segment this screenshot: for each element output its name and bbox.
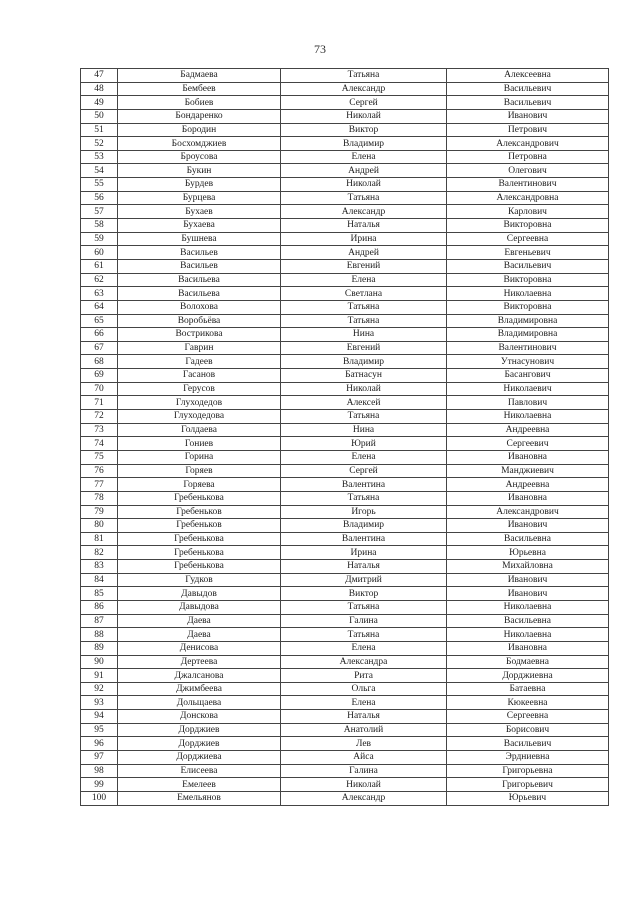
patronymic-cell: Васильевич [447, 82, 609, 96]
table-row [81, 764, 609, 778]
last-name-cell: Бухаева [118, 219, 281, 233]
last-name-cell: Воробьёва [118, 314, 281, 328]
row-number-cell: 72 [81, 410, 118, 424]
last-name-cell: Голдаева [118, 423, 281, 437]
last-name-cell: Денисова [118, 641, 281, 655]
row-number-cell: 81 [81, 532, 118, 546]
first-name-cell: Николай [281, 778, 447, 792]
row-number-cell: 92 [81, 682, 118, 696]
table-row [81, 751, 609, 765]
patronymic-cell: Иванович [447, 587, 609, 601]
row-number-cell: 49 [81, 96, 118, 110]
table-row [81, 505, 609, 519]
first-name-cell: Владимир [281, 137, 447, 151]
last-name-cell: Васильев [118, 259, 281, 273]
patronymic-cell: Иванович [447, 573, 609, 587]
last-name-cell: Гадеев [118, 355, 281, 369]
patronymic-cell: Васильевич [447, 737, 609, 751]
patronymic-cell: Александрович [447, 137, 609, 151]
row-number-cell: 77 [81, 478, 118, 492]
last-name-cell: Бондаренко [118, 109, 281, 123]
first-name-cell: Андрей [281, 164, 447, 178]
first-name-cell: Татьяна [281, 600, 447, 614]
table-row [81, 137, 609, 151]
table-row [81, 82, 609, 96]
first-name-cell: Наталья [281, 219, 447, 233]
table-row [81, 450, 609, 464]
first-name-cell: Александр [281, 82, 447, 96]
table-row [81, 178, 609, 192]
table-row [81, 287, 609, 301]
last-name-cell: Васильева [118, 273, 281, 287]
last-name-cell: Гребеньков [118, 505, 281, 519]
patronymic-cell: Иванович [447, 109, 609, 123]
first-name-cell: Елена [281, 450, 447, 464]
last-name-cell: Даева [118, 628, 281, 642]
first-name-cell: Николай [281, 178, 447, 192]
last-name-cell: Гребенькова [118, 546, 281, 560]
table-row [81, 560, 609, 574]
first-name-cell: Ирина [281, 546, 447, 560]
table-row [81, 532, 609, 546]
patronymic-cell: Николаевна [447, 287, 609, 301]
last-name-cell: Броусова [118, 150, 281, 164]
last-name-cell: Бурдев [118, 178, 281, 192]
patronymic-cell: Юрьевна [447, 546, 609, 560]
row-number-cell: 65 [81, 314, 118, 328]
row-number-cell: 93 [81, 696, 118, 710]
last-name-cell: Гребенькова [118, 491, 281, 505]
table-row [81, 69, 609, 83]
last-name-cell: Горина [118, 450, 281, 464]
patronymic-cell: Николаевич [447, 382, 609, 396]
table-row [81, 614, 609, 628]
last-name-cell: Бушнева [118, 232, 281, 246]
row-number-cell: 74 [81, 437, 118, 451]
patronymic-cell: Ивановна [447, 491, 609, 505]
last-name-cell: Васильев [118, 246, 281, 260]
table-row [81, 478, 609, 492]
patronymic-cell: Николаевна [447, 628, 609, 642]
first-name-cell: Андрей [281, 246, 447, 260]
table-row [81, 219, 609, 233]
roster-table-body [81, 69, 609, 806]
patronymic-cell: Васильевич [447, 259, 609, 273]
last-name-cell: Донскова [118, 710, 281, 724]
row-number-cell: 88 [81, 628, 118, 642]
patronymic-cell: Викторовна [447, 300, 609, 314]
patronymic-cell: Карлович [447, 205, 609, 219]
last-name-cell: Гребенькова [118, 532, 281, 546]
row-number-cell: 97 [81, 751, 118, 765]
row-number-cell: 83 [81, 560, 118, 574]
last-name-cell: Гребенькова [118, 560, 281, 574]
row-number-cell: 53 [81, 150, 118, 164]
patronymic-cell: Петровна [447, 150, 609, 164]
last-name-cell: Глуходедова [118, 410, 281, 424]
first-name-cell: Валентина [281, 478, 447, 492]
last-name-cell: Джимбеева [118, 682, 281, 696]
last-name-cell: Дольщаева [118, 696, 281, 710]
first-name-cell: Татьяна [281, 314, 447, 328]
first-name-cell: Николай [281, 109, 447, 123]
row-number-cell: 56 [81, 191, 118, 205]
table-row [81, 273, 609, 287]
row-number-cell: 52 [81, 137, 118, 151]
first-name-cell: Сергей [281, 464, 447, 478]
first-name-cell: Владимир [281, 519, 447, 533]
last-name-cell: Гудков [118, 573, 281, 587]
first-name-cell: Батнасун [281, 369, 447, 383]
last-name-cell: Гаврин [118, 341, 281, 355]
first-name-cell: Елена [281, 696, 447, 710]
table-row [81, 123, 609, 137]
row-number-cell: 57 [81, 205, 118, 219]
row-number-cell: 75 [81, 450, 118, 464]
table-row [81, 655, 609, 669]
last-name-cell: Джалсанова [118, 669, 281, 683]
patronymic-cell: Валентинович [447, 341, 609, 355]
last-name-cell: Бородин [118, 123, 281, 137]
last-name-cell: Дертеева [118, 655, 281, 669]
last-name-cell: Бембеев [118, 82, 281, 96]
row-number-cell: 64 [81, 300, 118, 314]
last-name-cell: Давыдов [118, 587, 281, 601]
table-row [81, 423, 609, 437]
first-name-cell: Нина [281, 423, 447, 437]
patronymic-cell: Батаевна [447, 682, 609, 696]
row-number-cell: 51 [81, 123, 118, 137]
row-number-cell: 94 [81, 710, 118, 724]
patronymic-cell: Павлович [447, 396, 609, 410]
table-row [81, 410, 609, 424]
table-row [81, 669, 609, 683]
first-name-cell: Татьяна [281, 300, 447, 314]
row-number-cell: 79 [81, 505, 118, 519]
table-row [81, 573, 609, 587]
table-row [81, 491, 609, 505]
table-row [81, 464, 609, 478]
table-row [81, 600, 609, 614]
table-row [81, 341, 609, 355]
first-name-cell: Владимир [281, 355, 447, 369]
last-name-cell: Дорджиев [118, 737, 281, 751]
row-number-cell: 96 [81, 737, 118, 751]
patronymic-cell: Петрович [447, 123, 609, 137]
last-name-cell: Глуходедов [118, 396, 281, 410]
patronymic-cell: Сергеевна [447, 232, 609, 246]
row-number-cell: 73 [81, 423, 118, 437]
row-number-cell: 50 [81, 109, 118, 123]
last-name-cell: Герусов [118, 382, 281, 396]
row-number-cell: 91 [81, 669, 118, 683]
patronymic-cell: Утнасунович [447, 355, 609, 369]
first-name-cell: Юрий [281, 437, 447, 451]
row-number-cell: 48 [81, 82, 118, 96]
row-number-cell: 67 [81, 341, 118, 355]
patronymic-cell: Андреевна [447, 423, 609, 437]
table-row [81, 696, 609, 710]
patronymic-cell: Викторовна [447, 219, 609, 233]
row-number-cell: 68 [81, 355, 118, 369]
last-name-cell: Босхомджиев [118, 137, 281, 151]
first-name-cell: Виктор [281, 587, 447, 601]
last-name-cell: Емелеев [118, 778, 281, 792]
first-name-cell: Ольга [281, 682, 447, 696]
first-name-cell: Виктор [281, 123, 447, 137]
last-name-cell: Гасанов [118, 369, 281, 383]
table-row [81, 191, 609, 205]
patronymic-cell: Владимировна [447, 328, 609, 342]
row-number-cell: 59 [81, 232, 118, 246]
patronymic-cell: Александровна [447, 191, 609, 205]
patronymic-cell: Олегович [447, 164, 609, 178]
first-name-cell: Татьяна [281, 69, 447, 83]
last-name-cell: Горяев [118, 464, 281, 478]
patronymic-cell: Васильевна [447, 532, 609, 546]
row-number-cell: 84 [81, 573, 118, 587]
first-name-cell: Алексей [281, 396, 447, 410]
page-number: 73 [314, 42, 326, 56]
table-row [81, 355, 609, 369]
patronymic-cell: Владимировна [447, 314, 609, 328]
table-row [81, 778, 609, 792]
table-row [81, 232, 609, 246]
row-number-cell: 89 [81, 641, 118, 655]
first-name-cell: Валентина [281, 532, 447, 546]
table-row [81, 300, 609, 314]
last-name-cell: Гониев [118, 437, 281, 451]
row-number-cell: 66 [81, 328, 118, 342]
first-name-cell: Дмитрий [281, 573, 447, 587]
first-name-cell: Светлана [281, 287, 447, 301]
first-name-cell: Александр [281, 791, 447, 805]
row-number-cell: 69 [81, 369, 118, 383]
table-row [81, 546, 609, 560]
last-name-cell: Елисеева [118, 764, 281, 778]
last-name-cell: Букин [118, 164, 281, 178]
last-name-cell: Гребеньков [118, 519, 281, 533]
first-name-cell: Евгений [281, 259, 447, 273]
row-number-cell: 70 [81, 382, 118, 396]
table-row [81, 382, 609, 396]
table-row [81, 519, 609, 533]
patronymic-cell: Юрьевич [447, 791, 609, 805]
table-row [81, 205, 609, 219]
patronymic-cell: Николаевна [447, 410, 609, 424]
row-number-cell: 100 [81, 791, 118, 805]
first-name-cell: Галина [281, 764, 447, 778]
table-row [81, 737, 609, 751]
last-name-cell: Васильева [118, 287, 281, 301]
first-name-cell: Игорь [281, 505, 447, 519]
patronymic-cell: Александрович [447, 505, 609, 519]
patronymic-cell: Григорьевна [447, 764, 609, 778]
last-name-cell: Вострикова [118, 328, 281, 342]
patronymic-cell: Эрдниевна [447, 751, 609, 765]
row-number-cell: 63 [81, 287, 118, 301]
row-number-cell: 58 [81, 219, 118, 233]
table-row [81, 369, 609, 383]
last-name-cell: Горяева [118, 478, 281, 492]
first-name-cell: Елена [281, 150, 447, 164]
first-name-cell: Александра [281, 655, 447, 669]
row-number-cell: 85 [81, 587, 118, 601]
row-number-cell: 87 [81, 614, 118, 628]
table-row [81, 791, 609, 805]
row-number-cell: 78 [81, 491, 118, 505]
row-number-cell: 98 [81, 764, 118, 778]
first-name-cell: Наталья [281, 710, 447, 724]
patronymic-cell: Григорьевич [447, 778, 609, 792]
row-number-cell: 60 [81, 246, 118, 260]
table-row [81, 328, 609, 342]
table-row [81, 682, 609, 696]
table-row [81, 246, 609, 260]
row-number-cell: 61 [81, 259, 118, 273]
row-number-cell: 95 [81, 723, 118, 737]
patronymic-cell: Бодмаевна [447, 655, 609, 669]
patronymic-cell: Ивановна [447, 450, 609, 464]
patronymic-cell: Васильевич [447, 96, 609, 110]
patronymic-cell: Андреевна [447, 478, 609, 492]
patronymic-cell: Михайловна [447, 560, 609, 574]
patronymic-cell: Евгеньевич [447, 246, 609, 260]
last-name-cell: Дорджиев [118, 723, 281, 737]
patronymic-cell: Иванович [447, 519, 609, 533]
table-row [81, 437, 609, 451]
first-name-cell: Анатолий [281, 723, 447, 737]
patronymic-cell: Николаевна [447, 600, 609, 614]
table-row [81, 628, 609, 642]
table-row [81, 150, 609, 164]
patronymic-cell: Алексеевна [447, 69, 609, 83]
first-name-cell: Айса [281, 751, 447, 765]
row-number-cell: 62 [81, 273, 118, 287]
patronymic-cell: Кюкеевна [447, 696, 609, 710]
row-number-cell: 47 [81, 69, 118, 83]
last-name-cell: Бобиев [118, 96, 281, 110]
last-name-cell: Бухаев [118, 205, 281, 219]
row-number-cell: 76 [81, 464, 118, 478]
first-name-cell: Николай [281, 382, 447, 396]
table-row [81, 96, 609, 110]
table-row [81, 314, 609, 328]
row-number-cell: 90 [81, 655, 118, 669]
first-name-cell: Татьяна [281, 410, 447, 424]
patronymic-cell: Сергеевич [447, 437, 609, 451]
first-name-cell: Рита [281, 669, 447, 683]
first-name-cell: Елена [281, 273, 447, 287]
table-row [81, 164, 609, 178]
row-number-cell: 80 [81, 519, 118, 533]
first-name-cell: Нина [281, 328, 447, 342]
first-name-cell: Татьяна [281, 191, 447, 205]
last-name-cell: Даева [118, 614, 281, 628]
last-name-cell: Емельянов [118, 791, 281, 805]
row-number-cell: 99 [81, 778, 118, 792]
first-name-cell: Евгений [281, 341, 447, 355]
last-name-cell: Давыдова [118, 600, 281, 614]
first-name-cell: Галина [281, 614, 447, 628]
patronymic-cell: Басангович [447, 369, 609, 383]
patronymic-cell: Ивановна [447, 641, 609, 655]
last-name-cell: Дорджиева [118, 751, 281, 765]
first-name-cell: Александр [281, 205, 447, 219]
row-number-cell: 86 [81, 600, 118, 614]
row-number-cell: 54 [81, 164, 118, 178]
table-row [81, 259, 609, 273]
last-name-cell: Бадмаева [118, 69, 281, 83]
first-name-cell: Татьяна [281, 628, 447, 642]
table-row [81, 723, 609, 737]
table-row [81, 710, 609, 724]
roster-table [80, 68, 609, 806]
patronymic-cell: Дорджиевна [447, 669, 609, 683]
patronymic-cell: Викторовна [447, 273, 609, 287]
first-name-cell: Сергей [281, 96, 447, 110]
patronymic-cell: Борисович [447, 723, 609, 737]
row-number-cell: 71 [81, 396, 118, 410]
first-name-cell: Лев [281, 737, 447, 751]
patronymic-cell: Валентинович [447, 178, 609, 192]
table-row [81, 109, 609, 123]
table-row [81, 587, 609, 601]
last-name-cell: Бурцева [118, 191, 281, 205]
first-name-cell: Татьяна [281, 491, 447, 505]
row-number-cell: 82 [81, 546, 118, 560]
first-name-cell: Наталья [281, 560, 447, 574]
patronymic-cell: Сергеевна [447, 710, 609, 724]
table-row [81, 396, 609, 410]
patronymic-cell: Манджиевич [447, 464, 609, 478]
first-name-cell: Ирина [281, 232, 447, 246]
table-row [81, 641, 609, 655]
first-name-cell: Елена [281, 641, 447, 655]
row-number-cell: 55 [81, 178, 118, 192]
last-name-cell: Волохова [118, 300, 281, 314]
patronymic-cell: Васильевна [447, 614, 609, 628]
